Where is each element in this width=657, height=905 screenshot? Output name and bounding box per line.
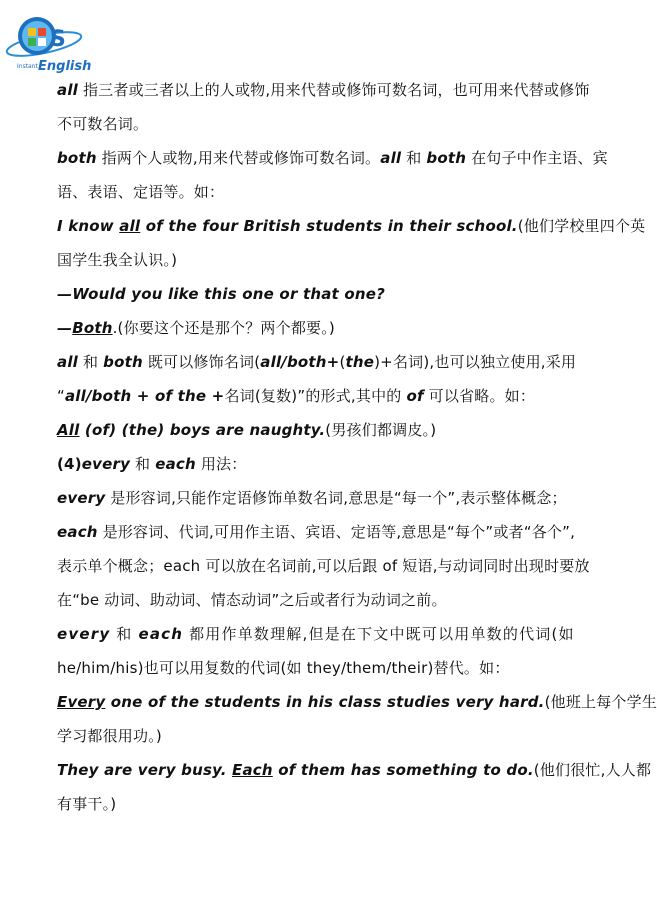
emphasis-run: both [57, 149, 97, 167]
text-run: 既可以修饰名词( [142, 353, 261, 371]
text-run: 是形容词、代词,可用作主语、宾语、定语等,意思是“每个”或者“各个”, [97, 523, 576, 541]
emphasis-run: They are very busy. [57, 761, 233, 779]
text-run: (男孩们都调皮。) [325, 421, 437, 439]
emphasis-run: one of the students in his class studies very hard. [105, 693, 545, 711]
paragraph [57, 760, 652, 828]
text-line [57, 488, 597, 508]
emphasis-run: every [57, 625, 111, 643]
emphasis-run: every [57, 489, 106, 507]
text-line [57, 454, 597, 474]
text-line [57, 590, 597, 610]
text-run: 学习都很用功。) [57, 727, 162, 745]
emphasis-run: all/both + of the + [64, 387, 225, 405]
emphasis-run: All [57, 421, 80, 439]
text-line [57, 216, 646, 236]
text-run: 国学生我全认识。) [57, 251, 178, 269]
emphasis-run: both [426, 149, 467, 167]
paragraph [57, 488, 597, 522]
paragraph [57, 318, 597, 352]
paragraph [57, 148, 608, 216]
text-run: 可以省略。如： [423, 387, 536, 405]
text-run: )+名词),也可以独立使用,采用 [374, 353, 577, 371]
emphasis-run: I know [57, 217, 120, 235]
text-line [57, 658, 597, 678]
text-run: 语、表语、定语等。如： [57, 183, 225, 201]
svg-text:S: S [50, 27, 66, 52]
emphasis-run: of [406, 387, 424, 405]
text-line [57, 760, 652, 780]
text-run: 都用作单数理解,但是在下文中既可以用单数的代词(如 [183, 625, 575, 643]
text-line [57, 386, 597, 406]
paragraph [57, 522, 597, 624]
text-run: (他们学校里四个英 [517, 217, 646, 235]
text-run: (他们很忙,人人都 [533, 761, 652, 779]
text-run: he/him/his)也可以用复数的代词(如 they/them/their)替代。如： [57, 659, 510, 677]
text-run: 在“be 动词、助动词、情态动词”之后或者行为动词之前。 [57, 591, 447, 609]
text-run: “ [57, 387, 65, 405]
emphasis-run: — [57, 319, 73, 337]
emphasis-run: (of) (the) boys are naughty. [79, 421, 326, 439]
emphasis-run: Each [232, 761, 273, 779]
text-run: 和 [401, 149, 427, 167]
text-line [57, 692, 657, 712]
paragraph [57, 216, 646, 284]
text-run: 和 [78, 353, 104, 371]
document-body [57, 80, 657, 828]
text-line [57, 794, 597, 814]
emphasis-run: all [380, 149, 402, 167]
text-run: 用法： [195, 455, 247, 473]
paragraph [57, 624, 597, 692]
emphasis-run: —Would you like this one or that one? [57, 285, 385, 303]
text-run: 名词(复数)”的形式,其中的 [224, 387, 407, 405]
emphasis-run: every [81, 455, 131, 473]
text-line [57, 556, 597, 576]
logo-small-text: Instant [17, 63, 38, 70]
text-line [57, 420, 597, 440]
text-line [57, 624, 597, 644]
instant-english-logo [4, 8, 102, 74]
paragraph [57, 80, 597, 148]
paragraph [57, 420, 597, 454]
emphasis-run: each [138, 625, 184, 643]
text-line [57, 148, 608, 168]
text-run: 不可数名词。 [57, 115, 149, 133]
logo-text: English [38, 59, 92, 74]
emphasis-run: of them has something to do. [272, 761, 534, 779]
emphasis-run: all [57, 81, 79, 99]
emphasis-run: each [155, 455, 196, 473]
paragraph [57, 692, 657, 760]
text-run: 表示单个概念；each 可以放在名词前,可以后跟 of 短语,与动词同时出现时要放 [57, 557, 590, 575]
paragraph [57, 284, 597, 318]
emphasis-run: Every [57, 693, 106, 711]
text-run: (他班上每个学生 [544, 693, 657, 711]
emphasis-run: (4) [57, 455, 82, 473]
emphasis-run: each [57, 523, 98, 541]
text-run: 有事干。) [57, 795, 117, 813]
text-line [57, 318, 597, 338]
text-line [57, 726, 597, 746]
paragraph [57, 352, 597, 420]
text-line [57, 250, 597, 270]
text-run: 在句子中作主语、宾 [466, 149, 608, 167]
text-run: 是形容词,只能作定语修饰单数名词,意思是“每一个”,表示整体概念； [105, 489, 567, 507]
text-run: .(你要这个还是那个？两个都要。) [112, 319, 335, 337]
text-line [57, 80, 597, 100]
text-run: 和 [130, 455, 156, 473]
text-line [57, 284, 597, 304]
emphasis-run: the [345, 353, 375, 371]
emphasis-run: all [119, 217, 141, 235]
emphasis-run: Both [72, 319, 113, 337]
emphasis-run: of the four British students in their school. [140, 217, 518, 235]
text-line [57, 522, 597, 542]
text-line [57, 182, 597, 202]
text-run: ( [339, 353, 346, 371]
text-line [57, 352, 597, 372]
text-run: 指三者或三者以上的人或物,用来代替或修饰可数名词，也可用来代替或修饰 [78, 81, 590, 99]
emphasis-run: all/both+ [260, 353, 340, 371]
text-run: 指两个人或物,用来代替或修饰可数名词。 [96, 149, 381, 167]
text-line [57, 114, 597, 134]
text-run: 和 [110, 625, 139, 643]
emphasis-run: both [103, 353, 143, 371]
emphasis-run: all [57, 353, 79, 371]
paragraph [57, 454, 597, 488]
